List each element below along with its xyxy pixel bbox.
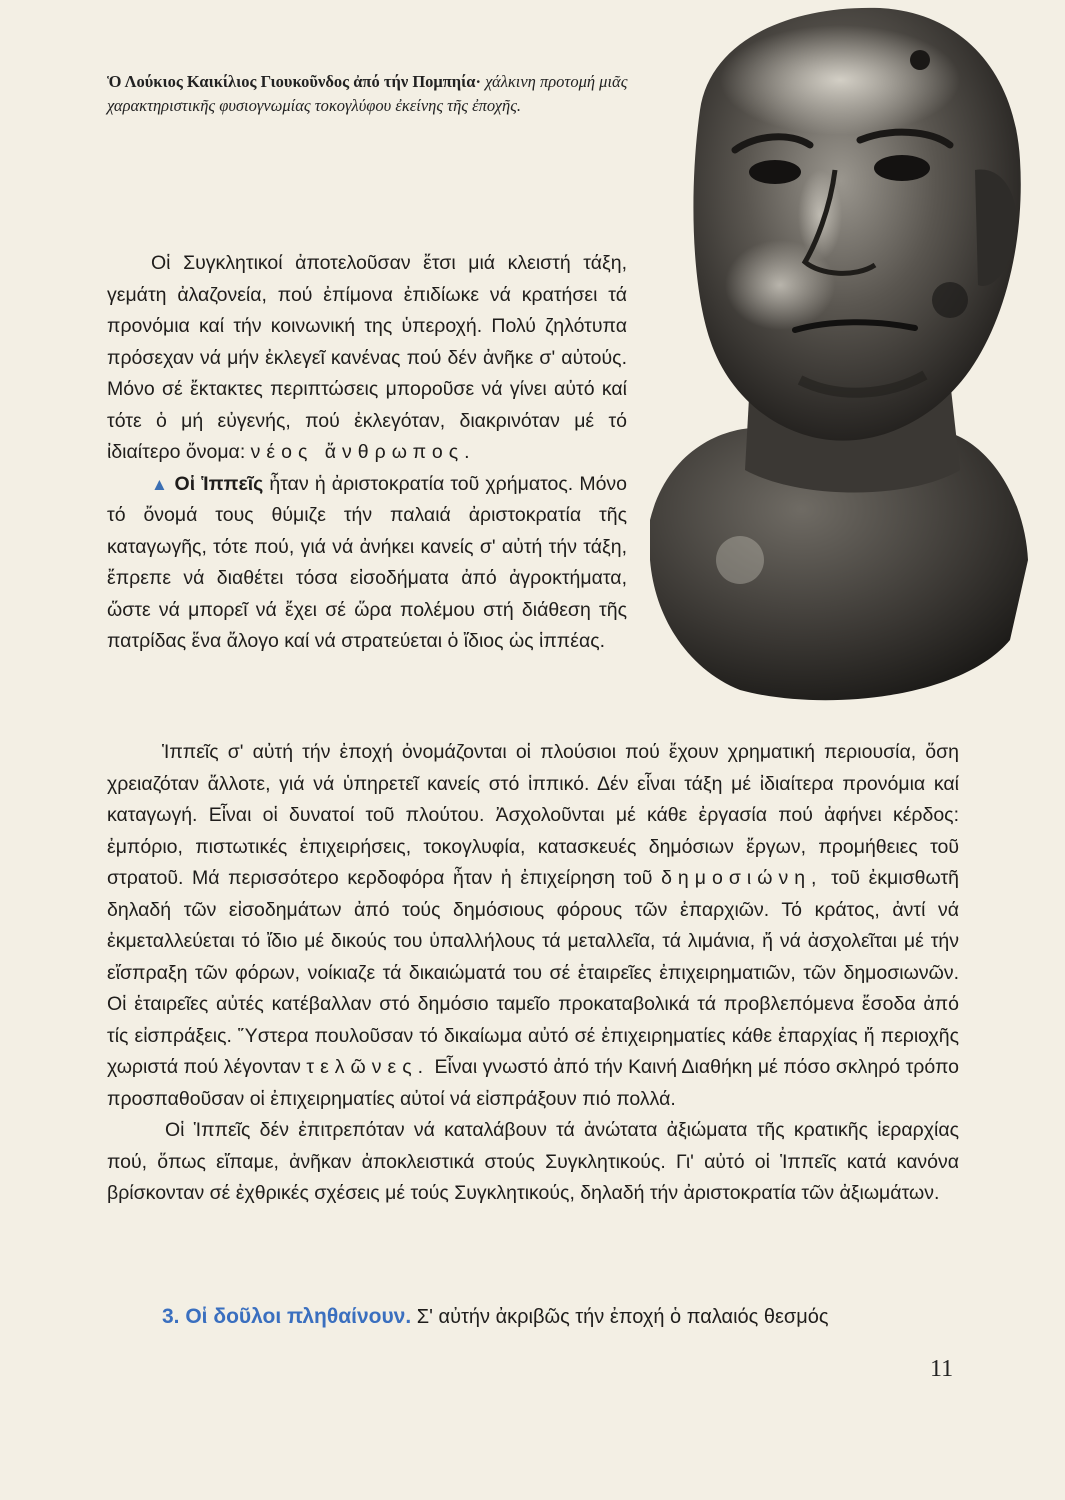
term-telones: τελῶνες. — [306, 1056, 430, 1078]
publicani-text-b: τοῦ ἐκμισθωτῆ δηλαδή τῶν εἰσοδημάτων ἀπό τούς δημόσιους φόρους τῶν ἐπαρχιῶν. Τό κράτος, ἀντί νά ἐκμεταλλεύεται τό ἴδιο μέ δικούς του ὑπαλλήλους τά μεταλλεῖα, τά λιμάνια, ἤ νά ἀσχολεῖται μέ τήν εἴσπραξη τῶν φόρων, νοίκιαζε τά δικαιώματά του σέ ἑταιρεῖες ἐπιχειρηματιῶν, τῶν δημοσιωνῶν. Οἱ ἑταιρεῖες αὐτές κατέβαλλαν στό δημόσιο ταμεῖο προκαταβολικά τά προβλεπόμενα ἔσοδα ἀπό τίς εἰσπράξεις. Ὕστερα πουλοῦσαν τό δικαίωμα αὐτό σέ ἐπιχειρηματίες κάθε ἐπαρχίας ἤ περιοχῆς χωριστά πού λέγονταν — [107, 867, 960, 1078]
equites-heading: Οἱ Ἱππεῖς — [174, 472, 264, 495]
triangle-marker-icon: ▲ — [151, 474, 169, 494]
publicani-text-c: Εἶναι γνωστό ἀπό τήν Καινή Διαθήκη μέ πόσο σκληρό τρόπο προσπαθοῦσαν οἱ ἐπιχειρηματίες αὐτοί νά εἰσπράξουν πιό πολλά. — [107, 1056, 959, 1110]
section-text: Σ' αὐτήν ἀκριβῶς τήν ἐποχή ὁ παλαιός θεσμός — [416, 1306, 829, 1328]
senators-text: Οἱ Συγκλητικοί ἀποτελοῦσαν ἔτσι μιά κλειστή τάξη, γεμάτη ἀλαζονεία, πού ἐπίμονα ἐπιδίωκε νά κρατήσει τά προνόμια καί τήν κοινωνική της ὑπεροχή. Πολύ ζηλότυπα πρόσεχαν νά μήν ἐκλεγεῖ κανένας πού δέν ἀνῆκε σ' αὐτούς. Μόνο σέ ἔκτακτες περιπτώσεις μποροῦσε νά γίνει αὐτό καί τότε ὁ μή εὐγενής, πού ἐκλεγόταν, διακρινόταν μέ τό ἰδιαίτερο ὄνομα: — [107, 252, 627, 463]
equites-text: ἦταν ἡ ἀριστοκρατία τοῦ χρήματος. Μόνο τό ὄνομά τους θύμιζε τήν παλαιά ἀριστοκρατία τῆς καταγωγῆς, τότε πού, γιά νά ἀνήκει κανείς σ' αὐτή τήν τάξη, ἔπρεπε νά διαθέτει τόσα εἰσοδήματα ἀπό ἀγροκτήματα, ὥστε νά μπορεῖ νά ἔχει σέ ὥρα πολέμου στή διάθεση τῆς πατρίδας ἕνα ἄλογο καί νά στρατεύεται ὁ ἴδιος ὡς ἱππέας. — [107, 472, 628, 652]
section-heading: 3. Οἱ δοῦλοι πληθαίνουν. — [162, 1305, 412, 1328]
paragraph-equites — [107, 469, 627, 658]
page-number: 11 — [930, 1356, 954, 1382]
left-eye — [749, 160, 801, 184]
term-demosiones: δημοσιώνη, — [661, 867, 823, 889]
paragraph-rivalry: Οἱ Ἱππεῖς δέν ἐπιτρεπόταν νά καταλάβουν τά ἀνώτατα ἀξιώματα τῆς κρατικῆς ἱεραρχίας πού, ὅπως εἴπαμε, ἀνῆκαν ἀποκλειστικά στούς Συγκλητικούς. Γι' αὐτό οἱ Ἱππεῖς κατά κανόνα βρίσκονταν σέ ἐχθρικές σχέσεις μέ τούς Συγκλητικούς, δηλαδή τήν ἀριστοκρατία τῶν ἀξιωμάτων. — [107, 1119, 959, 1204]
column-text — [107, 248, 627, 658]
paragraph-publicani — [107, 737, 959, 1115]
bronze-bust-photo — [630, 0, 1030, 720]
caption-description: χάλκινη προτομή μιᾶς χαρακτηριστικῆς φυσιογνωμίας τοκογλύφου ἐκείνης τῆς ἐποχῆς. — [107, 72, 628, 115]
publicani-text-a: Ἱππεῖς σ' αὐτή τήν ἐποχή ὀνομάζονται οἱ πλούσιοι πού ἔχουν χρηματική περιουσία, ὅση χρειαζόταν ἄλλοτε, γιά νά ὑπηρετεῖ κανείς στό ἱππικό. Δέν εἶναι τάξη μέ ἰδιαίτερα προνόμια καί καταγωγή. Εἶναι οἱ δυνατοί τοῦ πλούτου. Ἀσχολοῦνται μέ κάθε ἐργασία πού ἀφήνει κέρδος: ἐμπόριο, πιστωτικές ἐπιχειρήσεις, τοκογλυφία, κατασκευές δημόσιων ἔργων, προμήθειες τοῦ στρατοῦ. Μά περισσότερο κερδοφόρα ἦταν ἡ ἐπιχείρηση τοῦ — [107, 741, 959, 889]
image-caption — [107, 70, 647, 118]
term-novus-homo: νέος ἄνθρωπος. — [250, 441, 476, 463]
paragraph-senators — [107, 248, 627, 469]
forehead-highlight — [720, 25, 960, 135]
right-eye — [874, 155, 930, 181]
section-slaves — [107, 1302, 967, 1332]
caption-name: Ὁ Λούκιος Καικίλιος Γιουκοῦνδος ἀπό τήν Πομπηία· — [107, 72, 481, 91]
full-width-text — [107, 737, 959, 1210]
